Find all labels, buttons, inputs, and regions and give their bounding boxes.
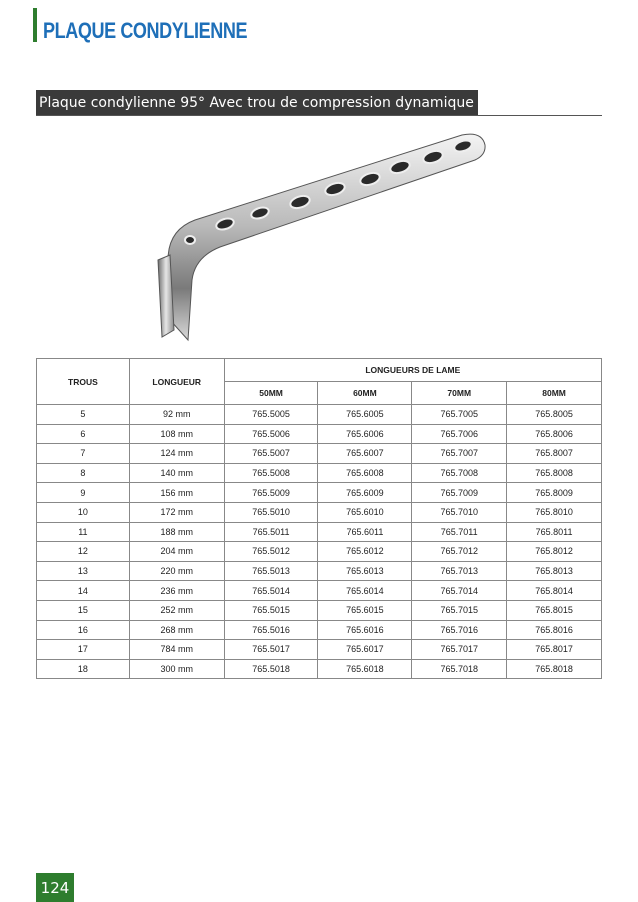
- table-cell: 765.7013: [412, 561, 507, 581]
- table-cell: 765.5007: [224, 444, 318, 464]
- table-row: [37, 424, 602, 444]
- table-cell: 8: [37, 463, 130, 483]
- table-cell: 765.5015: [224, 600, 318, 620]
- page-number: 124: [36, 873, 74, 902]
- table-cell: 765.8013: [507, 561, 602, 581]
- table-cell: 268 mm: [129, 620, 224, 640]
- table-row: [37, 561, 602, 581]
- table-cell: 784 mm: [129, 640, 224, 660]
- table-cell: 765.8011: [507, 522, 602, 542]
- table-row: [37, 620, 602, 640]
- table-cell: 765.7010: [412, 502, 507, 522]
- table-cell: 765.7014: [412, 581, 507, 601]
- plate-hole: [185, 236, 195, 244]
- table-cell: 765.6012: [318, 542, 412, 562]
- table-cell: 220 mm: [129, 561, 224, 581]
- table-cell: 16: [37, 620, 130, 640]
- table-cell: 765.6018: [318, 659, 412, 679]
- table-row: [37, 659, 602, 679]
- table-cell: 188 mm: [129, 522, 224, 542]
- table-cell: 765.8009: [507, 483, 602, 503]
- col-header-trous: TROUS: [37, 359, 130, 405]
- table-cell: 765.7007: [412, 444, 507, 464]
- table-cell: 765.8007: [507, 444, 602, 464]
- table-cell: 140 mm: [129, 463, 224, 483]
- condylar-plate-image: [150, 125, 495, 350]
- table-cell: 765.6009: [318, 483, 412, 503]
- col-header-blade: 50MM: [224, 382, 318, 405]
- page-title: PLAQUE CONDYLIENNE: [43, 18, 248, 43]
- col-group-header: LONGUEURS DE LAME: [224, 359, 601, 382]
- table-cell: 13: [37, 561, 130, 581]
- table-cell: 765.5018: [224, 659, 318, 679]
- section-divider: [36, 115, 602, 116]
- table-cell: 765.8018: [507, 659, 602, 679]
- table-cell: 124 mm: [129, 444, 224, 464]
- table-cell: 765.7009: [412, 483, 507, 503]
- table-row: [37, 581, 602, 601]
- table-cell: 18: [37, 659, 130, 679]
- table-cell: 765.5005: [224, 405, 318, 425]
- col-header-blade: 60MM: [318, 382, 412, 405]
- table-cell: 765.6017: [318, 640, 412, 660]
- table-row: [37, 444, 602, 464]
- table-cell: 765.7008: [412, 463, 507, 483]
- col-header-blade: 70MM: [412, 382, 507, 405]
- table-cell: 765.6016: [318, 620, 412, 640]
- spec-table: [36, 358, 602, 679]
- table-cell: 765.6006: [318, 424, 412, 444]
- table-row: [37, 522, 602, 542]
- table-cell: 765.6013: [318, 561, 412, 581]
- table-cell: 765.8010: [507, 502, 602, 522]
- table-cell: 17: [37, 640, 130, 660]
- table-cell: 765.7015: [412, 600, 507, 620]
- section-heading: Plaque condylienne 95° Avec trou de compression dynamique: [36, 90, 478, 116]
- table-cell: 252 mm: [129, 600, 224, 620]
- table-cell: 765.6007: [318, 444, 412, 464]
- table-row: [37, 600, 602, 620]
- table-cell: 765.7005: [412, 405, 507, 425]
- table-cell: 765.8008: [507, 463, 602, 483]
- table-cell: 765.8014: [507, 581, 602, 601]
- table-cell: 765.6015: [318, 600, 412, 620]
- table-cell: 765.7017: [412, 640, 507, 660]
- table-row: [37, 542, 602, 562]
- header-accent-bar: [33, 8, 37, 42]
- table-cell: 765.7012: [412, 542, 507, 562]
- table-cell: 765.5011: [224, 522, 318, 542]
- table-cell: 765.5008: [224, 463, 318, 483]
- table-row: [37, 640, 602, 660]
- table-row: [37, 483, 602, 503]
- table-cell: 765.7016: [412, 620, 507, 640]
- table-cell: 172 mm: [129, 502, 224, 522]
- table-cell: 765.5006: [224, 424, 318, 444]
- col-header-longueur: LONGUEUR: [129, 359, 224, 405]
- table-cell: 92 mm: [129, 405, 224, 425]
- table-cell: 765.7006: [412, 424, 507, 444]
- table-row: [37, 502, 602, 522]
- table-cell: 765.8015: [507, 600, 602, 620]
- table-cell: 765.6011: [318, 522, 412, 542]
- table-cell: 12: [37, 542, 130, 562]
- table-cell: 765.5010: [224, 502, 318, 522]
- table-cell: 765.5017: [224, 640, 318, 660]
- table-cell: 236 mm: [129, 581, 224, 601]
- table-cell: 765.6010: [318, 502, 412, 522]
- table-cell: 10: [37, 502, 130, 522]
- table-cell: 765.8012: [507, 542, 602, 562]
- table-cell: 156 mm: [129, 483, 224, 503]
- table-cell: 6: [37, 424, 130, 444]
- table-cell: 765.7011: [412, 522, 507, 542]
- table-cell: 765.7018: [412, 659, 507, 679]
- table-cell: 5: [37, 405, 130, 425]
- table-cell: 765.5009: [224, 483, 318, 503]
- table-cell: 14: [37, 581, 130, 601]
- table-cell: 204 mm: [129, 542, 224, 562]
- table-cell: 765.5014: [224, 581, 318, 601]
- spec-table-body: [37, 405, 602, 679]
- table-cell: 7: [37, 444, 130, 464]
- table-cell: 765.8005: [507, 405, 602, 425]
- table-cell: 765.8017: [507, 640, 602, 660]
- table-cell: 765.8006: [507, 424, 602, 444]
- table-cell: 300 mm: [129, 659, 224, 679]
- table-cell: 765.6014: [318, 581, 412, 601]
- table-cell: 108 mm: [129, 424, 224, 444]
- table-cell: 11: [37, 522, 130, 542]
- table-cell: 15: [37, 600, 130, 620]
- table-cell: 765.5012: [224, 542, 318, 562]
- table-cell: 765.5016: [224, 620, 318, 640]
- table-row: [37, 405, 602, 425]
- col-header-blade: 80MM: [507, 382, 602, 405]
- table-cell: 9: [37, 483, 130, 503]
- table-cell: 765.6005: [318, 405, 412, 425]
- table-cell: 765.8016: [507, 620, 602, 640]
- table-row: [37, 463, 602, 483]
- table-cell: 765.6008: [318, 463, 412, 483]
- table-cell: 765.5013: [224, 561, 318, 581]
